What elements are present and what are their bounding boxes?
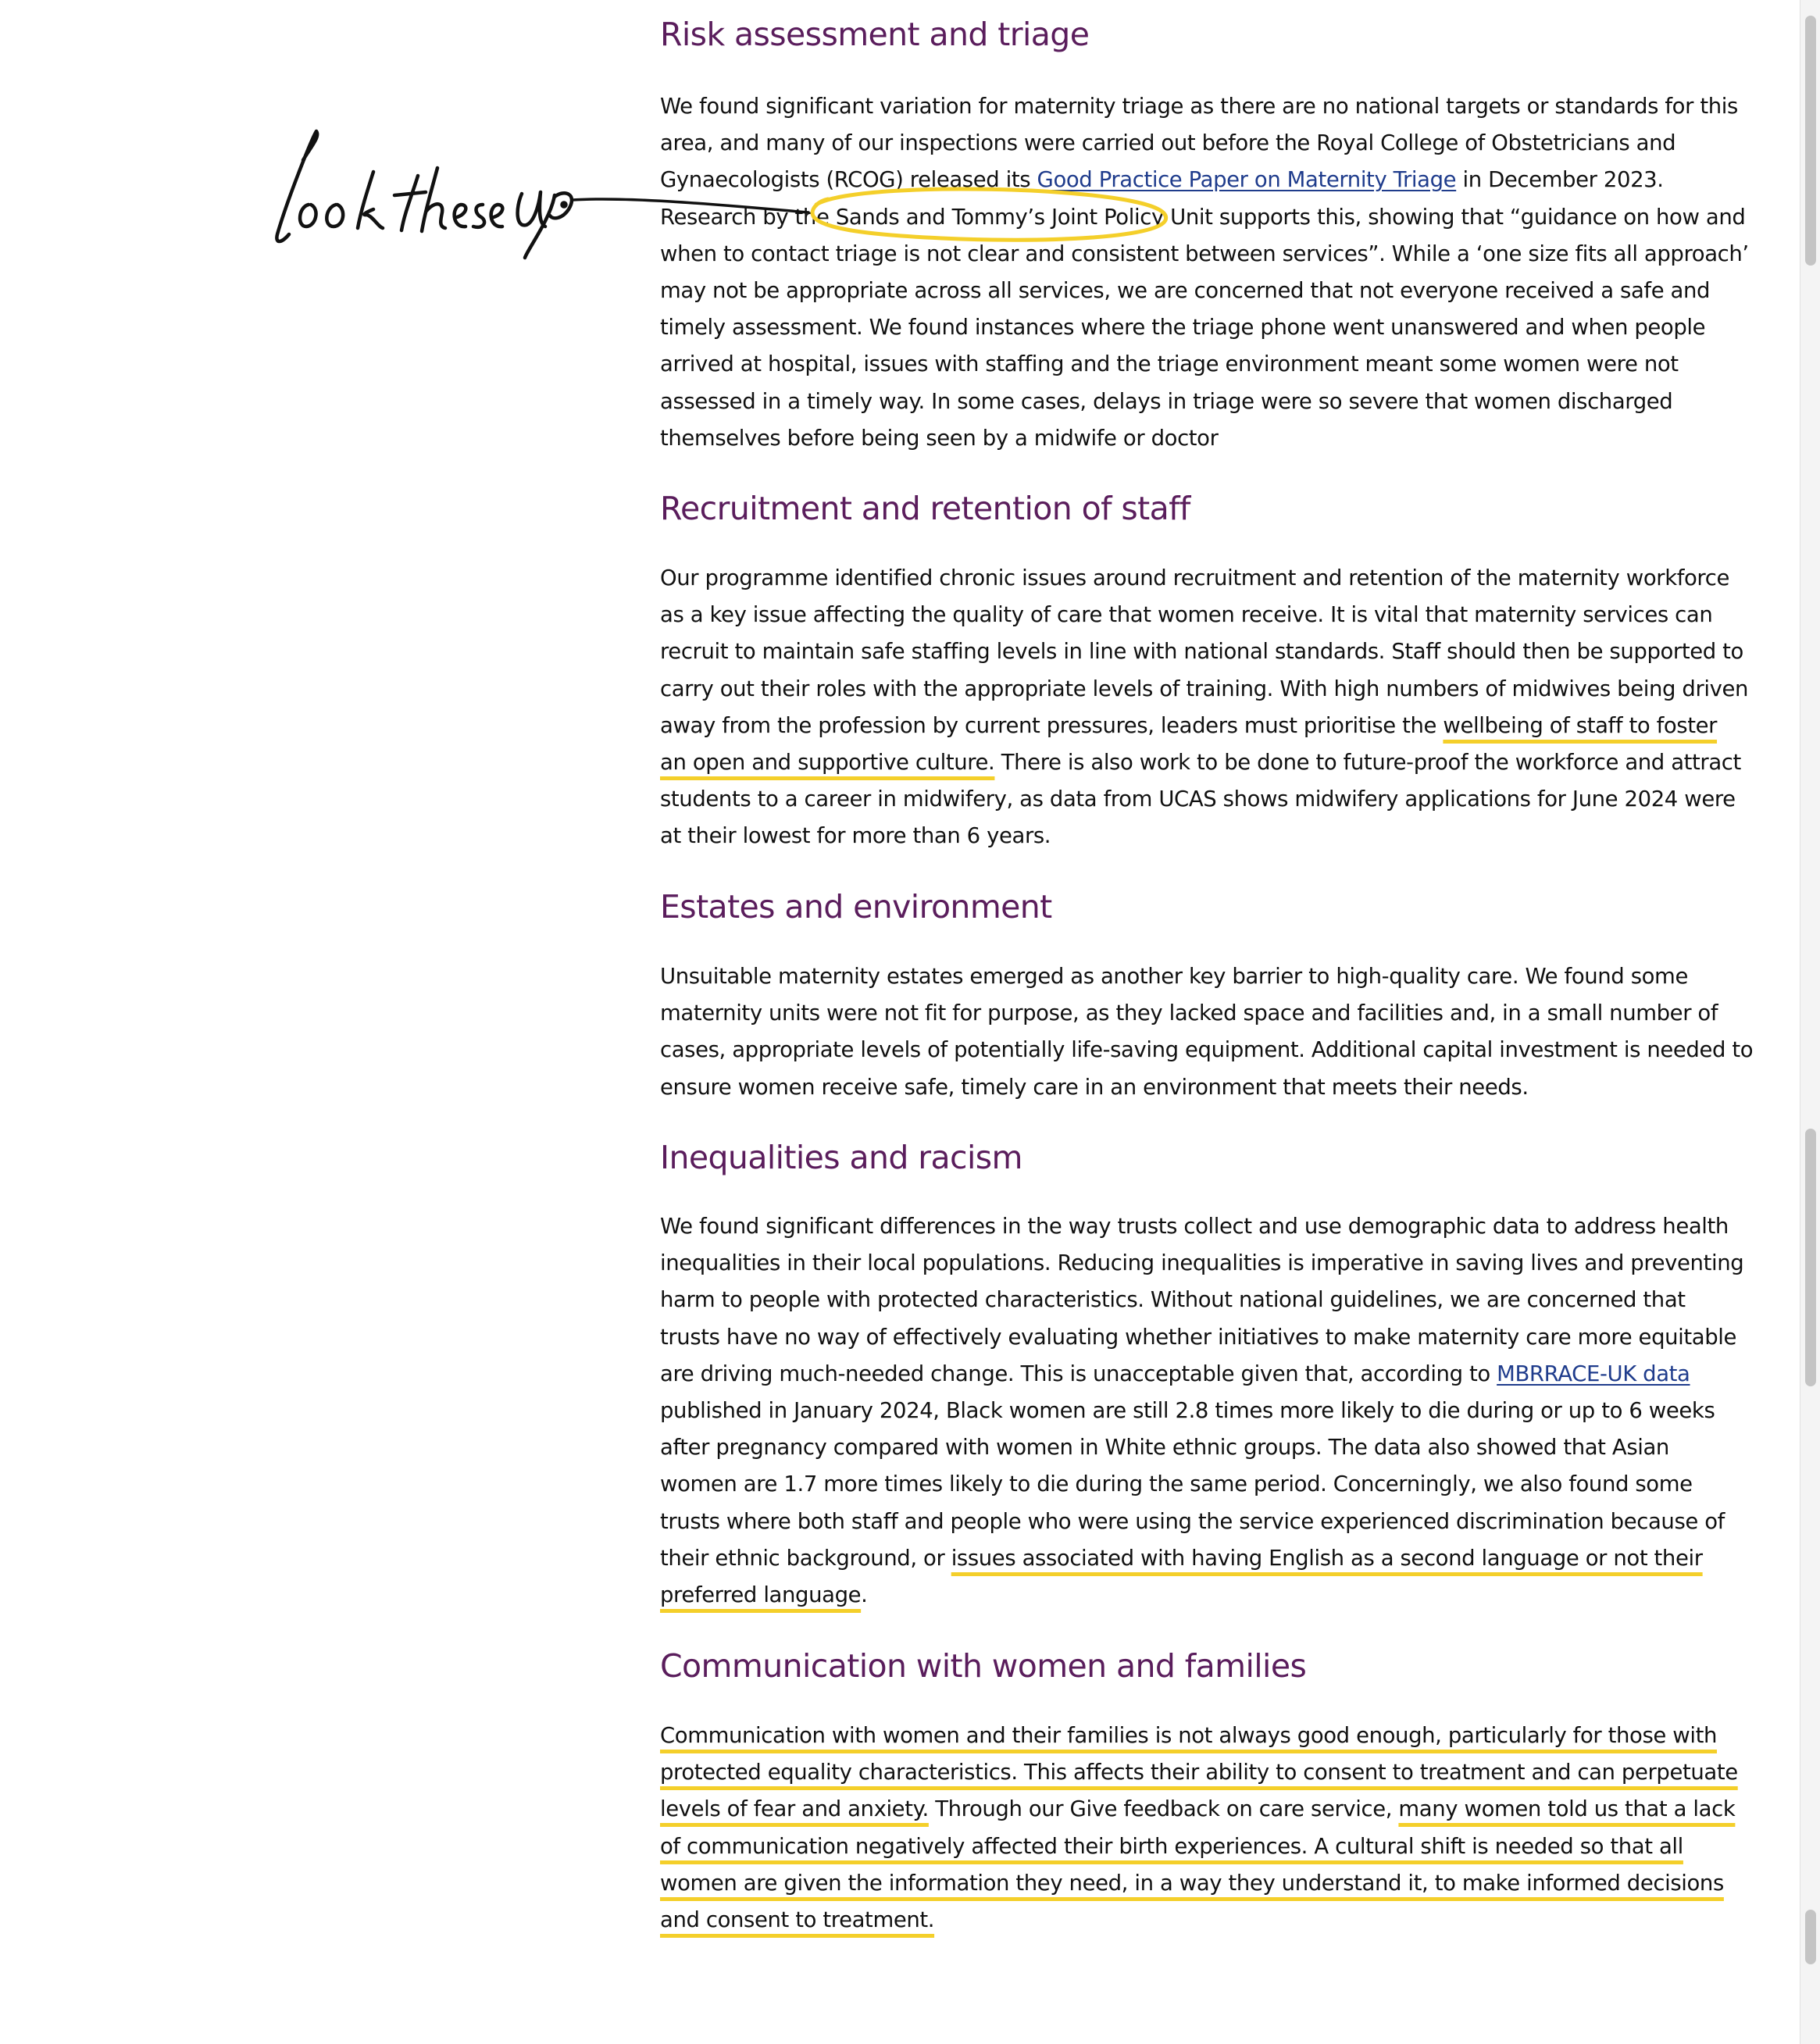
text-line: trusts have no way of effectively evaluating whether initiatives to make maternity care more equitable (660, 1324, 1737, 1350)
highlighted-text: protected equality characteristics. This affects their ability to consent to treatment and can perpetuate (660, 1760, 1738, 1785)
paragraph-communication (660, 1718, 1738, 1939)
good-practice-paper-link[interactable]: Good Practice Paper on Maternity Triage (1037, 167, 1457, 193)
paragraph-estates (660, 958, 1753, 1106)
text-line: cases, appropriate levels of potentially life-saving equipment. Additional capital investment is needed to (660, 1037, 1754, 1063)
text-line: maternity units were not fit for purpose, as they lacked space and facilities and, in a small number of (660, 1001, 1718, 1026)
text-line (660, 1754, 1738, 1791)
text-line: as a key issue affecting the quality of care that women receive. It is vital that maternity services can (660, 602, 1713, 628)
paragraph-risk-assessment (660, 88, 1749, 457)
text-line (660, 1791, 1738, 1828)
text-span: are driving much-needed change. This is unacceptable given that, according to (660, 1361, 1497, 1386)
highlighted-text: Communication with women and their families is not always good enough, particularly for those with (660, 1723, 1718, 1748)
scrollbar[interactable] (1800, 0, 1820, 2044)
text-line (660, 744, 1748, 781)
text-span: supports this, showing that “guidance on how and (1212, 204, 1746, 230)
text-line (660, 708, 1748, 744)
text-line: recruit to maintain safe staffing levels in line with national standards. Staff should then be supported to (660, 639, 1743, 665)
text-line: inequalities in their local populations. Reducing inequalities is imperative in saving lives and preventing (660, 1250, 1744, 1276)
text-line: area, and many of our inspections were carried out before the Royal College of Obstetricians and (660, 130, 1676, 156)
text-line: students to a career in midwifery, as data from UCAS shows midwifery applications for June 2024 were (660, 787, 1736, 812)
text-span: Gynaecologists (RCOG) released its (660, 167, 1037, 193)
highlighted-text: levels of fear and anxiety. (660, 1796, 929, 1822)
highlighted-text: and consent to treatment. (660, 1907, 935, 1932)
text-line: when to contact triage is not clear and consistent between services”. While a ‘one size fits all approach’ (660, 241, 1749, 266)
paragraph-inequalities (660, 1208, 1743, 1614)
text-line: We found significant variation for maternity triage as there are no national targets or standards for this (660, 94, 1738, 119)
section-heading-estates: Estates and environment (660, 888, 1052, 926)
highlighted-text: many women told us that a lack (1398, 1796, 1736, 1822)
text-line: carry out their roles with the appropriate levels of training. With high numbers of midwives being driven (660, 676, 1749, 701)
text-line: timely assessment. We found instances where the triage phone went unanswered and when people (660, 315, 1706, 341)
text-line: trusts where both staff and people who were using the service experienced discrimination because of (660, 1508, 1725, 1534)
paragraph-recruitment (660, 560, 1748, 855)
text-line: assessed in a timely way. In some cases, delays in triage were so severe that women discharged (660, 388, 1673, 414)
text-line (660, 162, 1749, 198)
text-span: in December 2023. (1456, 167, 1664, 193)
text-line (660, 1540, 1743, 1577)
text-line: Unsuitable maternity estates emerged as another key barrier to high-quality care. We found some (660, 964, 1688, 989)
text-line: women are 1.7 more times likely to die during the same period. Concerningly, we also found some (660, 1471, 1693, 1497)
text-line: arrived at hospital, issues with staffing and the triage environment meant some women were not (660, 351, 1679, 377)
mbrrace-uk-data-link[interactable]: MBRRACE-UK data (1497, 1361, 1690, 1386)
highlighted-text: women are given the information they need, in a way they understand it, to make informed decisions (660, 1870, 1724, 1896)
highlighted-text: issues associated with having English as a second language or not their (951, 1545, 1703, 1571)
text-line: published in January 2024, Black women are still 2.8 times more likely to die during or up to 6 weeks (660, 1397, 1715, 1423)
text-line: at their lowest for more than 6 years. (660, 823, 1051, 849)
text-line (660, 1356, 1743, 1393)
text-span: Through our Give feedback on care service, (928, 1796, 1399, 1822)
text-line (660, 1577, 1743, 1614)
circled-text-sands-tommys: Sands and Tommy’s Joint Policy Unit (835, 204, 1213, 230)
section-heading-recruitment: Recruitment and retention of staff (660, 490, 1190, 527)
highlighted-text: an open and supportive culture. (660, 749, 995, 775)
text-line (660, 1865, 1738, 1902)
text-line (660, 1828, 1738, 1865)
text-line (660, 1902, 1738, 1939)
text-line: may not be appropriate across all services, we are concerned that not everyone received a safe and (660, 277, 1711, 303)
scrollbar-thumb[interactable] (1805, 1129, 1816, 1386)
highlighted-text: wellbeing of staff to foster (1443, 712, 1718, 738)
text-span: their ethnic background, or (660, 1545, 951, 1571)
text-line: after pregnancy compared with women in White ethnic groups. The data also showed that Asian (660, 1435, 1669, 1461)
scrollbar-thumb[interactable] (1805, 1910, 1816, 1964)
text-span: There is also work to be done to future-proof the workforce and attract (994, 749, 1741, 775)
text-line: themselves before being seen by a midwife or doctor (660, 425, 1219, 451)
text-line (660, 199, 1749, 236)
text-line (660, 1718, 1738, 1754)
highlighted-text: preferred language (660, 1582, 862, 1607)
text-line: ensure women receive safe, timely care in an environment that meets their needs. (660, 1074, 1529, 1100)
text-line: We found significant differences in the way trusts collect and use demographic data to address health (660, 1214, 1729, 1239)
text-span: . (861, 1582, 868, 1607)
text-span: away from the profession by current pressures, leaders must prioritise the (660, 712, 1444, 738)
section-heading-communication: Communication with women and families (660, 1647, 1307, 1685)
section-heading-inequalities: Inequalities and racism (660, 1139, 1022, 1176)
section-heading-risk-assessment: Risk assessment and triage (660, 16, 1090, 53)
text-line: harm to people with protected characteristics. Without national guidelines, we are concerned that (660, 1287, 1686, 1313)
highlighted-text: of communication negatively affected their birth experiences. A cultural shift is needed so that all (660, 1833, 1683, 1859)
text-span: Research by the (660, 204, 836, 230)
text-line: Our programme identified chronic issues around recruitment and retention of the maternity workforce (660, 565, 1729, 590)
scrollbar-thumb[interactable] (1805, 16, 1816, 266)
